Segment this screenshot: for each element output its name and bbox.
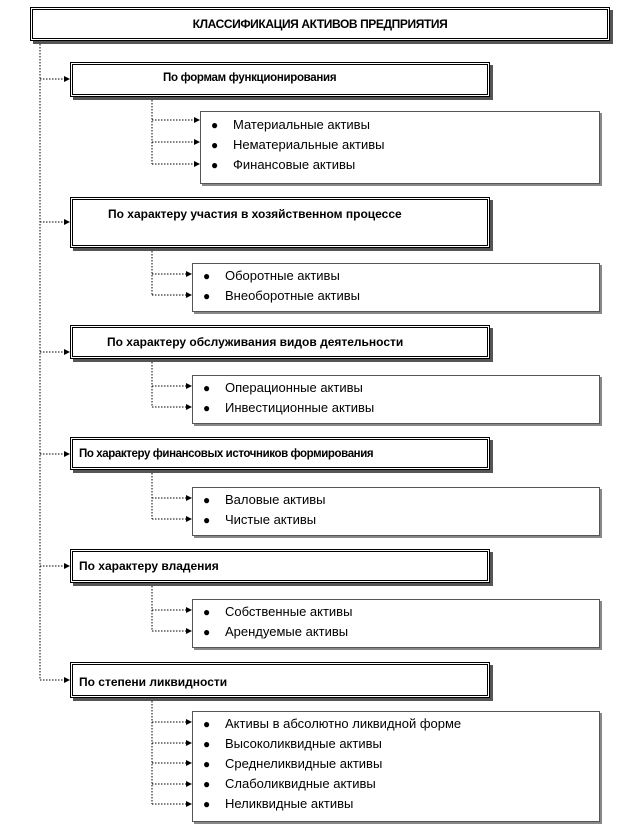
bullet-icon: ● — [203, 625, 211, 639]
category-label: По характеру финансовых источников формирования — [79, 448, 374, 460]
subitems-box-funding-sources — [192, 487, 600, 536]
list-item: ● Активы в абсолютно ликвидной форме — [197, 714, 461, 734]
list-item: ● Нематериальные активы — [205, 135, 385, 155]
list-item: ● Неликвидные активы — [197, 794, 461, 814]
subitems-box-function-forms — [200, 111, 600, 184]
bullet-icon: ● — [203, 289, 211, 303]
bullet-icon: ● — [203, 757, 211, 771]
list-item: ● Арендуемые активы — [197, 622, 352, 642]
category-label: По степени ликвидности — [79, 675, 228, 689]
bullet-icon: ● — [203, 605, 211, 619]
category-label: По формам функционирования — [163, 72, 337, 84]
bullet-icon: ● — [203, 269, 211, 283]
category-box-participation — [70, 197, 490, 248]
category-label: По характеру владения — [79, 559, 219, 573]
diagram-title-box — [30, 7, 610, 41]
diagram-title: КЛАССИФИКАЦИЯ АКТИВОВ ПРЕДПРИЯТИЯ — [192, 17, 448, 31]
subitems-box-liquidity — [192, 711, 600, 822]
category-box-funding-sources — [70, 437, 490, 470]
bullet-icon: ● — [211, 118, 219, 132]
category-label: По характеру обслуживания видов деятельности — [107, 335, 404, 349]
list-item: ● Финансовые активы — [205, 155, 385, 175]
bullet-icon: ● — [203, 401, 211, 415]
list-item: ● Высоколиквидные активы — [197, 734, 461, 754]
bullet-icon: ● — [203, 737, 211, 751]
category-box-function-forms — [70, 62, 490, 97]
list-item: ● Собственные активы — [197, 602, 352, 622]
category-box-activity-service — [70, 325, 490, 359]
list-item: ● Материальные активы — [205, 115, 385, 135]
bullet-icon: ● — [203, 493, 211, 507]
bullet-icon: ● — [203, 381, 211, 395]
list-item: ● Чистые активы — [197, 510, 325, 530]
list-item: ● Внеоборотные активы — [197, 286, 360, 306]
subitems-box-ownership — [192, 599, 600, 648]
category-box-liquidity — [70, 662, 490, 698]
bullet-icon: ● — [203, 797, 211, 811]
bullet-icon: ● — [203, 513, 211, 527]
bullet-icon: ● — [211, 158, 219, 172]
subitems-box-participation — [192, 263, 600, 312]
list-item: ● Валовые активы — [197, 490, 325, 510]
list-item: ● Оборотные активы — [197, 266, 360, 286]
bullet-icon: ● — [203, 717, 211, 731]
subitems-box-activity-service — [192, 375, 600, 424]
list-item: ● Инвестиционные активы — [197, 398, 374, 418]
bullet-icon: ● — [203, 777, 211, 791]
list-item: ● Операционные активы — [197, 378, 374, 398]
bullet-icon: ● — [211, 138, 219, 152]
category-label: По характеру участия в хозяйственном процессе — [108, 207, 402, 221]
category-box-ownership — [70, 549, 490, 583]
list-item: ● Слаболиквидные активы — [197, 774, 461, 794]
list-item: ● Среднеликвидные активы — [197, 754, 461, 774]
